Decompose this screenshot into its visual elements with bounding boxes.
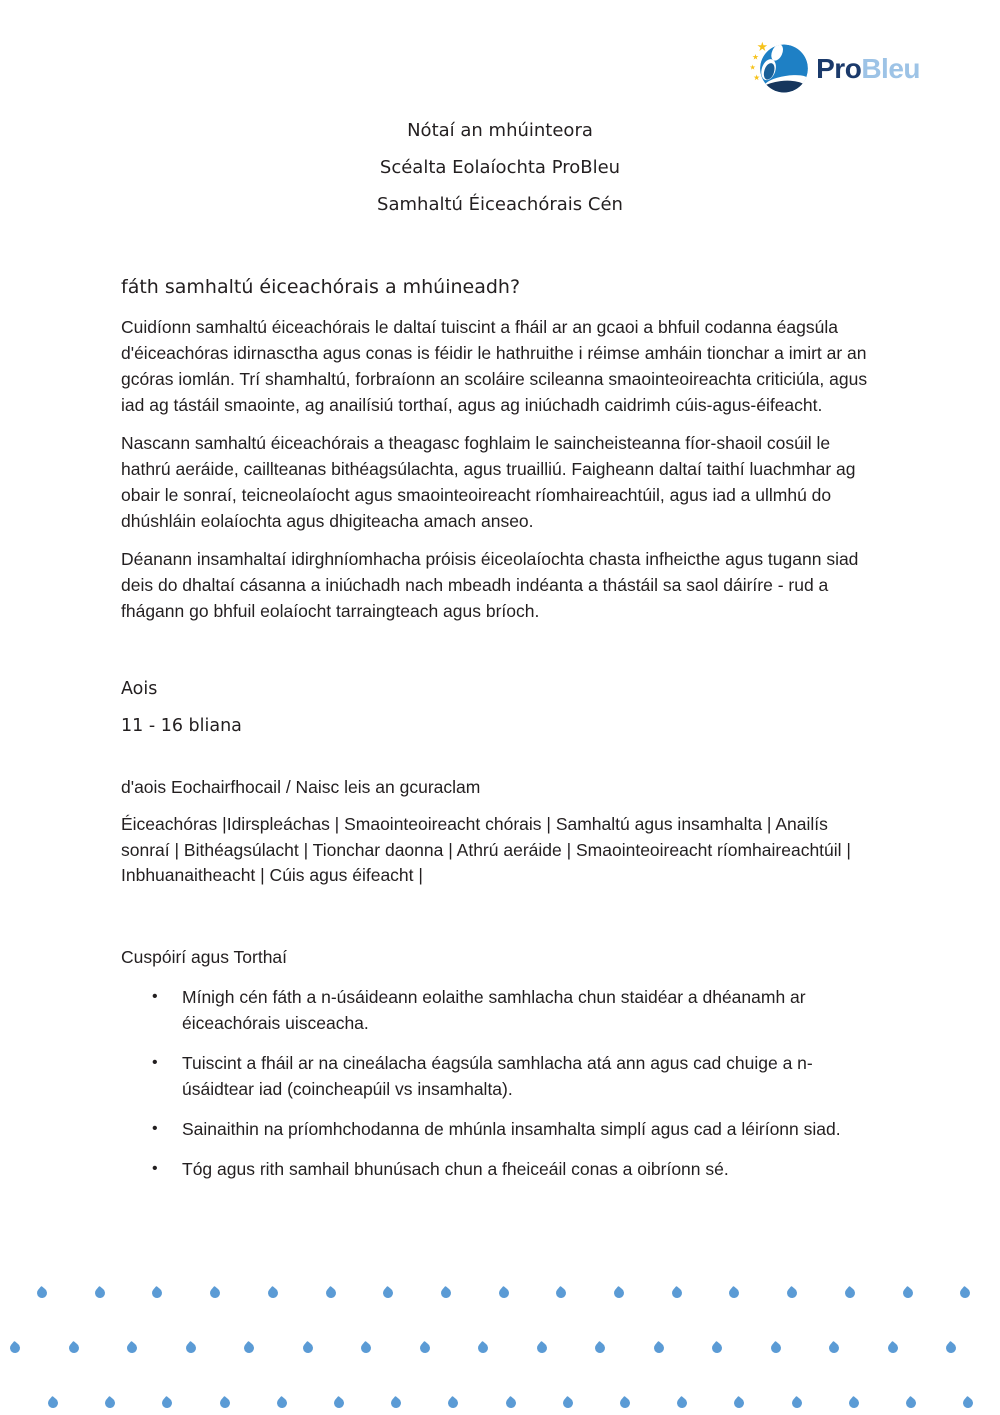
- water-droplet-icon: [160, 1396, 174, 1410]
- why-paragraph-2: Nascann samhaltú éiceachórais a theagasc foghlaim le saincheisteanna fíor-shaoil cosúil le hathrú aeráide, caillteanas bithéagsúlachta, agus truailliú. Faigheann daltaí taithí luachmhar ag obair le sonraí, teicneolaíocht agus smaointeoireacht ríomhaireachtúil, agus iad a ullmhú do dhúshláin eolaíochta agus dhigiteacha amach anseo.: [121, 433, 856, 531]
- probleu-globe-icon: [748, 40, 812, 97]
- water-droplet-icon: [561, 1396, 575, 1410]
- why-paragraph-1: Cuidíonn samhaltú éiceachórais le daltaí tuiscint a fháil ar an gcaoi a bhfuil codanna éagsúla d'éiceachóras idirnasctha agus conas is féidir le hathruithe i réimse amháin tionchar a imirt ar an gcóras iomlán. Trí shamhaltú, forbraíonn an scoláire scileanna smaointeoireachta criticiúla, agus iad ag tástáil smaointe, ag anailísiú torthaí, agus ag iniúchadh caidrimh cúis-agus-éifeacht.: [121, 317, 868, 415]
- water-droplet-icon: [266, 1286, 280, 1300]
- water-droplet-icon: [150, 1286, 164, 1300]
- water-droplet-icon: [651, 1341, 665, 1355]
- water-droplet-icon: [46, 1396, 60, 1410]
- water-droplet-icon: [359, 1341, 373, 1355]
- water-droplet-icon: [827, 1341, 841, 1355]
- water-droplet-icon: [885, 1341, 899, 1355]
- objectives-list: [121, 984, 879, 1182]
- water-droplet-icon: [389, 1396, 403, 1410]
- water-droplet-icon: [847, 1396, 861, 1410]
- water-droplet-icon: [125, 1341, 139, 1355]
- water-droplet-icon: [785, 1286, 799, 1300]
- objective-item-4: • Tóg agus rith samhail bhunúsach chun a fheiceáil conas a oibríonn sé.: [121, 1156, 879, 1182]
- water-droplet-icon: [504, 1396, 518, 1410]
- wordmark-pro: Pro: [816, 52, 862, 84]
- keywords-list: Éiceachóras |Idirspleáchas | Smaointeoireacht chórais | Samhaltú agus insamhalta | Anailís sonraí | Bithéagsúlacht | Tionchar daonna | Athrú aeráide | Smaointeoireacht ríomhaireachtúil | Inbhuanaitheacht | Cúis agus éifeacht |: [121, 814, 851, 885]
- water-droplet-icon: [8, 1341, 22, 1355]
- water-droplet-icon: [103, 1396, 117, 1410]
- objective-item-1: • Mínigh cén fáth a n-úsáideann eolaithe samhlacha chun staidéar a dhéanamh ar éiceachórais uisceacha.: [121, 984, 879, 1036]
- water-droplet-icon: [843, 1286, 857, 1300]
- water-droplet-icon: [93, 1286, 107, 1300]
- water-droplet-icon: [381, 1286, 395, 1300]
- document-body: [0, 275, 1000, 1182]
- water-droplet-icon: [593, 1341, 607, 1355]
- water-droplet-icon: [275, 1396, 289, 1410]
- water-droplet-icon: [439, 1286, 453, 1300]
- water-droplet-icon: [554, 1286, 568, 1300]
- water-droplet-icon: [944, 1341, 958, 1355]
- water-droplet-icon: [183, 1341, 197, 1355]
- water-droplet-icon: [900, 1286, 914, 1300]
- water-droplet-icon: [618, 1396, 632, 1410]
- water-droplet-icon: [732, 1396, 746, 1410]
- document-titles: [0, 119, 1000, 216]
- section-heading-objectives: Cuspóirí agus Torthaí: [121, 946, 288, 967]
- water-droplet-icon: [958, 1286, 972, 1300]
- water-droplet-icon: [242, 1341, 256, 1355]
- water-droplet-icon: [961, 1396, 975, 1410]
- water-droplet-icon: [727, 1286, 741, 1300]
- header-logo-row: [0, 0, 1000, 97]
- water-droplet-icon: [476, 1341, 490, 1355]
- water-droplet-icon: [534, 1341, 548, 1355]
- probleu-logo: [748, 40, 920, 97]
- water-droplet-icon: [300, 1341, 314, 1355]
- doc-title-line-1: Nótaí an mhúinteora: [407, 120, 593, 141]
- section-heading-keywords: d'aois Eochairfhocail / Naisc leis an gcuraclam: [121, 777, 481, 797]
- water-droplet-icon: [208, 1286, 222, 1300]
- water-droplet-icon: [904, 1396, 918, 1410]
- age-range-value: 11 - 16 bliana: [121, 716, 242, 736]
- water-droplet-icon: [66, 1341, 80, 1355]
- water-droplet-icon: [417, 1341, 431, 1355]
- probleu-wordmark: [816, 52, 920, 84]
- water-droplet-icon: [35, 1286, 49, 1300]
- section-heading-why-teach: fáth samhaltú éiceachórais a mhúineadh?: [121, 276, 521, 298]
- water-droplet-icon: [332, 1396, 346, 1410]
- water-droplet-icon: [790, 1396, 804, 1410]
- objective-item-2: • Tuiscint a fháil ar na cineálacha éagsúla samhlacha atá ann agus cad chuige a n-úsáidtear iad (coincheapúil vs insamhalta).: [121, 1050, 879, 1102]
- section-heading-age: Aois: [121, 679, 158, 699]
- water-droplet-icon: [675, 1396, 689, 1410]
- water-droplet-icon: [670, 1286, 684, 1300]
- water-droplet-icon: [768, 1341, 782, 1355]
- wordmark-bleu: Bleu: [861, 52, 920, 84]
- water-droplet-icon: [612, 1286, 626, 1300]
- doc-title-line-3: Samhaltú Éiceachórais Cén: [377, 194, 623, 215]
- doc-title-line-2: Scéalta Eolaíochta ProBleu: [379, 157, 621, 178]
- why-paragraph-3: Déanann insamhaltaí idirghníomhacha próisis éiceolaíochta chasta infheicthe agus tugann siad deis do dhaltaí cásanna a iniúchadh nach mbeadh indéanta a thástáil sa saol dáiríre - rud a fhágann go bhfuil eolaíocht tarraingteach agus bríoch.: [121, 549, 859, 621]
- water-droplet-icon: [323, 1286, 337, 1300]
- objective-item-3: • Sainaithin na príomhchodanna de mhúnla insamhalta simplí agus cad a léiríonn siad.: [121, 1116, 879, 1142]
- water-droplet-icon: [497, 1286, 511, 1300]
- water-droplet-icon: [218, 1396, 232, 1410]
- water-droplet-icon: [710, 1341, 724, 1355]
- water-droplet-icon: [446, 1396, 460, 1410]
